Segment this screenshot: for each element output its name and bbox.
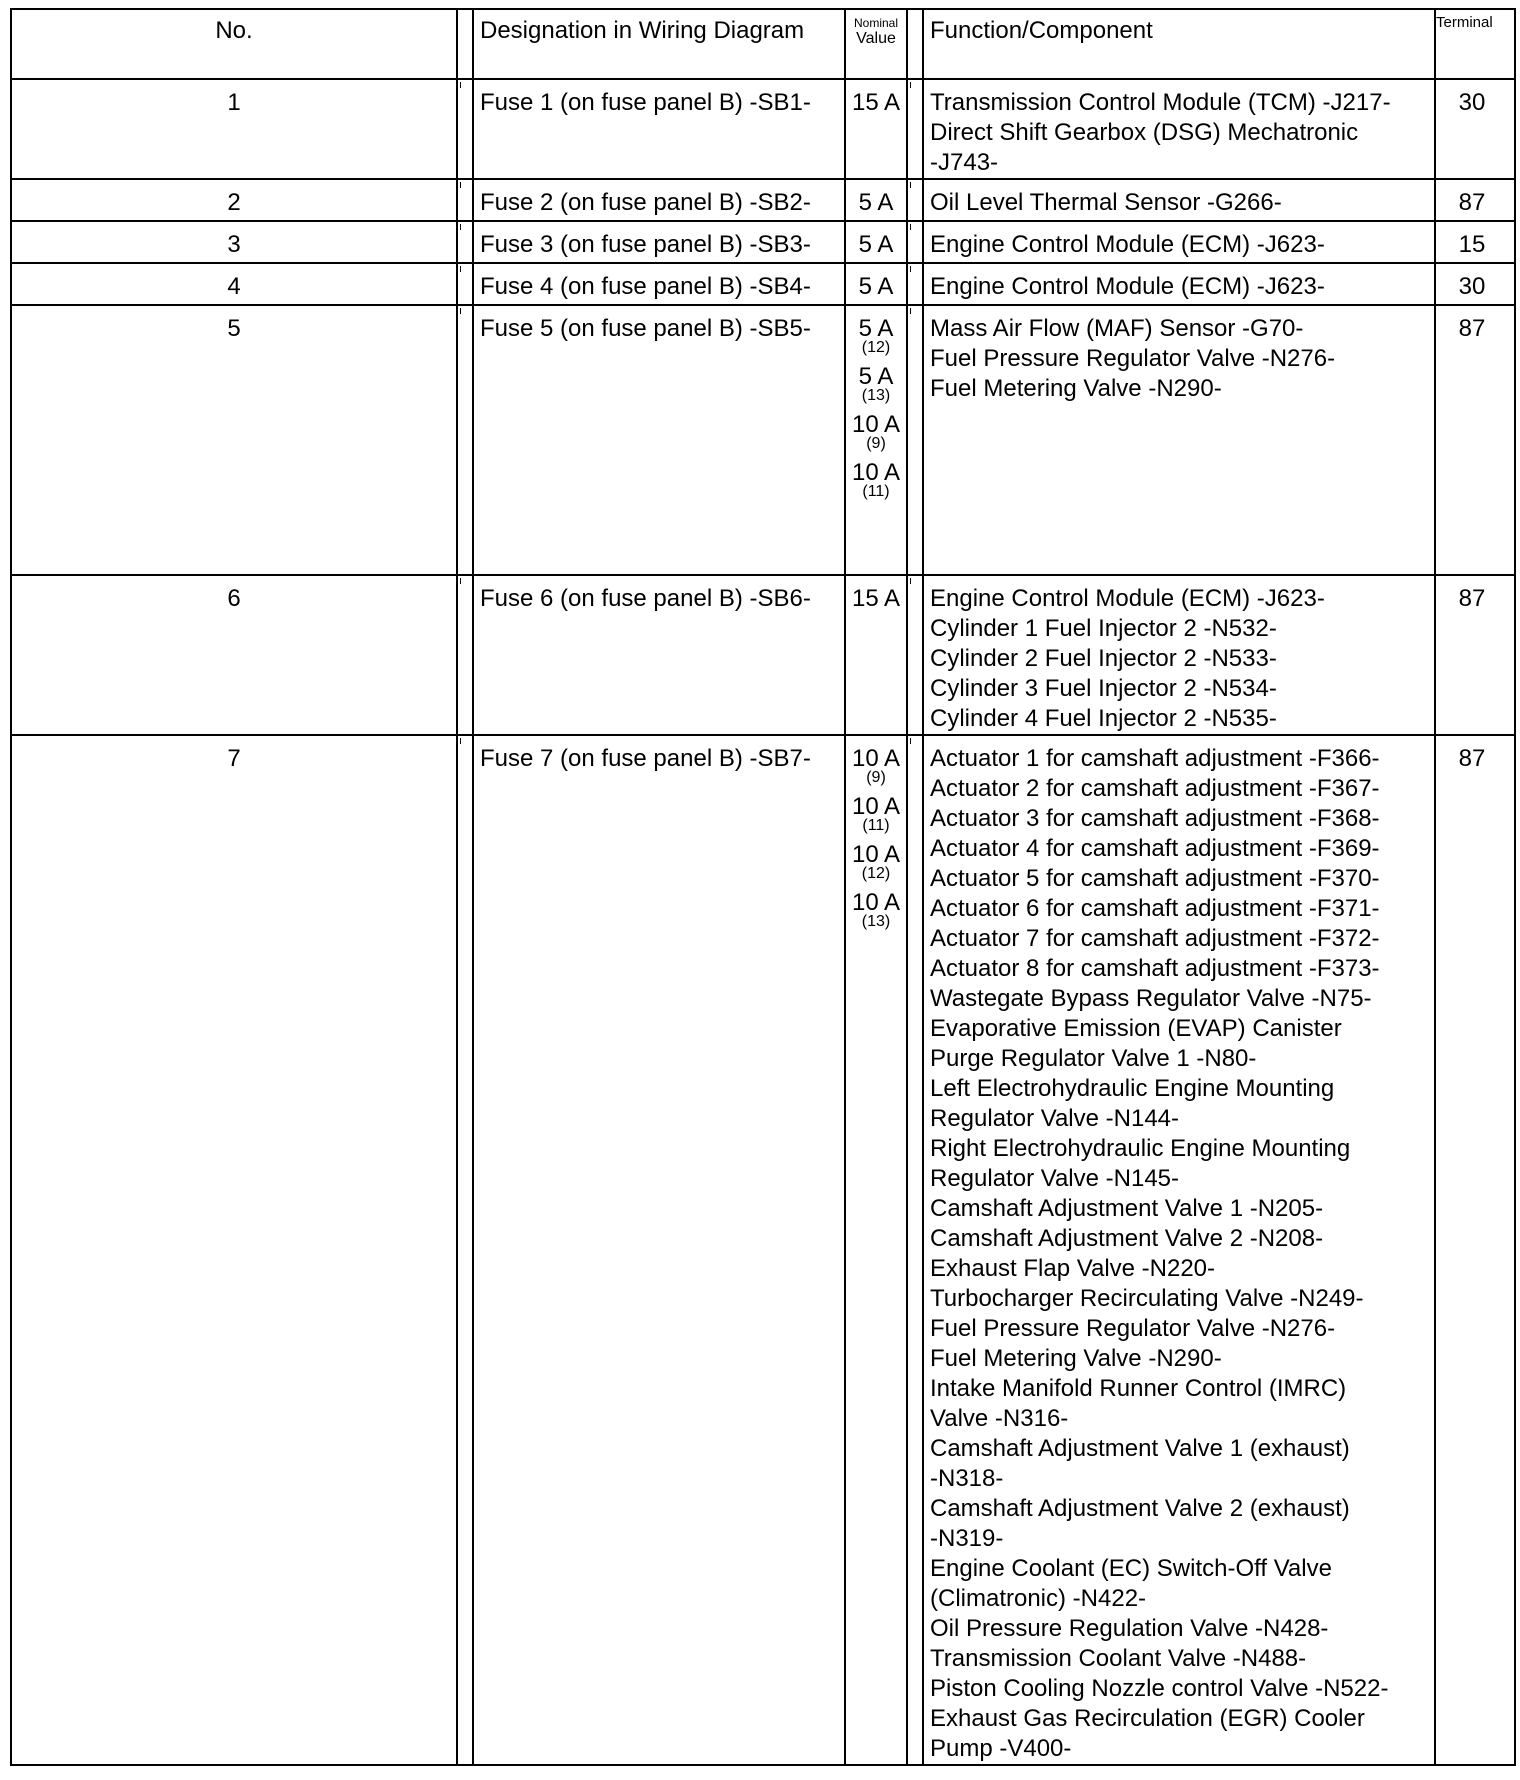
nominal-value: 5 A [858, 315, 894, 342]
fuse-number: 4 [11, 263, 457, 305]
function-component-line: Camshaft Adjustment Valve 1 (exhaust) [930, 1435, 1350, 1462]
fuse-number: 2 [11, 179, 457, 221]
header-spacer [457, 9, 473, 79]
function-component-line: Wastegate Bypass Regulator Valve -N75- [930, 985, 1372, 1012]
fuse-table-body [11, 79, 1515, 1765]
nominal-value-cell [845, 179, 907, 221]
function-component-cell [923, 575, 1435, 735]
function-component-line: Actuator 8 for camshaft adjustment -F373- [930, 955, 1380, 982]
function-component-line: -N319- [930, 1525, 1004, 1552]
function-component-line: Direct Shift Gearbox (DSG) Mechatronic [930, 119, 1359, 146]
nominal-value-cell [845, 305, 907, 575]
nominal-value: 10 A [851, 745, 901, 772]
function-component-line: Oil Pressure Regulation Valve -N428- [930, 1615, 1329, 1642]
nominal-value-cell [845, 221, 907, 263]
function-component-line: Cylinder 1 Fuel Injector 2 -N532- [930, 615, 1277, 642]
function-component-line: Regulator Valve -N145- [930, 1165, 1180, 1192]
nominal-value: 15 A [851, 89, 901, 116]
table-header-row [11, 9, 1515, 79]
row-spacer [907, 575, 923, 735]
function-component-line: Pump -V400- [930, 1735, 1072, 1762]
row-spacer [457, 179, 473, 221]
function-component-line: Purge Regulator Valve 1 -N80- [930, 1045, 1257, 1072]
table-row [11, 305, 1515, 575]
row-spacer [907, 305, 923, 575]
terminal-value: 87 [1435, 305, 1515, 575]
header-nominal-bottom: Value [856, 30, 896, 47]
nominal-footnote: (13) [861, 913, 891, 930]
fuse-designation: Fuse 5 (on fuse panel B) -SB5- [473, 305, 845, 575]
function-component-line: Fuel Pressure Regulator Valve -N276- [930, 345, 1336, 372]
nominal-footnote: (11) [862, 483, 890, 500]
function-component-line: Valve -N316- [930, 1405, 1069, 1432]
fuse-number: 6 [11, 575, 457, 735]
row-spacer [907, 221, 923, 263]
function-component-line: Actuator 1 for camshaft adjustment -F366- [930, 745, 1380, 772]
nominal-footnote: (9) [866, 769, 886, 786]
terminal-value: 87 [1435, 735, 1515, 1765]
table-row [11, 179, 1515, 221]
function-component-line: Exhaust Gas Recirculation (EGR) Cooler [930, 1705, 1365, 1732]
fuse-designation: Fuse 7 (on fuse panel B) -SB7- [473, 735, 845, 1765]
function-component-line: Actuator 2 for camshaft adjustment -F367- [930, 775, 1380, 802]
fuse-table [10, 8, 1516, 1766]
function-component-line: Actuator 4 for camshaft adjustment -F369- [930, 835, 1380, 862]
nominal-value: 5 A [858, 231, 894, 258]
nominal-value: 10 A [851, 841, 901, 868]
nominal-footnote: (11) [862, 817, 890, 834]
function-component-line: Right Electrohydraulic Engine Mounting [930, 1135, 1351, 1162]
function-component-cell [923, 735, 1435, 1765]
table-row [11, 263, 1515, 305]
function-component-line: -J743- [930, 149, 999, 176]
terminal-value: 30 [1435, 263, 1515, 305]
nominal-footnote: (9) [866, 435, 886, 452]
function-component-line: Turbocharger Recirculating Valve -N249- [930, 1285, 1364, 1312]
header-designation: Designation in Wiring Diagram [473, 9, 845, 79]
fuse-number: 5 [11, 305, 457, 575]
row-spacer [907, 179, 923, 221]
function-component-line: Transmission Control Module (TCM) -J217- [930, 89, 1391, 116]
function-component-line: Regulator Valve -N144- [930, 1105, 1180, 1132]
row-spacer [457, 263, 473, 305]
header-nominal-top: Nominal [853, 16, 898, 30]
function-component-cell [923, 179, 1435, 221]
function-component-cell [923, 221, 1435, 263]
nominal-value: 10 A [851, 411, 901, 438]
function-component-line: Engine Control Module (ECM) -J623- [930, 585, 1325, 612]
header-spacer [907, 9, 923, 79]
function-component-line: Fuel Metering Valve -N290- [930, 1345, 1222, 1372]
function-component-line: -N318- [930, 1465, 1004, 1492]
function-component-line: Intake Manifold Runner Control (IMRC) [930, 1375, 1347, 1402]
row-spacer [457, 575, 473, 735]
function-component-line: Fuel Pressure Regulator Valve -N276- [930, 1315, 1336, 1342]
function-component-line: Camshaft Adjustment Valve 2 (exhaust) [930, 1495, 1350, 1522]
nominal-value-cell [845, 735, 907, 1765]
function-component-line: Piston Cooling Nozzle control Valve -N522- [930, 1675, 1389, 1702]
nominal-value: 10 A [851, 793, 901, 820]
header-nominal-value [845, 9, 907, 79]
function-component-line: Cylinder 3 Fuel Injector 2 -N534- [930, 675, 1277, 702]
function-component-line: Left Electrohydraulic Engine Mounting [930, 1075, 1335, 1102]
fuse-designation: Fuse 3 (on fuse panel B) -SB3- [473, 221, 845, 263]
function-component-line: (Climatronic) -N422- [930, 1585, 1147, 1612]
function-component-line: Actuator 6 for camshaft adjustment -F371- [930, 895, 1380, 922]
nominal-value: 15 A [851, 585, 901, 612]
function-component-line: Oil Level Thermal Sensor -G266- [930, 189, 1282, 216]
function-component-line: Camshaft Adjustment Valve 1 -N205- [930, 1195, 1324, 1222]
row-spacer [907, 735, 923, 1765]
fuse-designation: Fuse 4 (on fuse panel B) -SB4- [473, 263, 845, 305]
fuse-designation: Fuse 6 (on fuse panel B) -SB6- [473, 575, 845, 735]
row-spacer [907, 79, 923, 179]
function-component-line: Transmission Coolant Valve -N488- [930, 1645, 1307, 1672]
row-spacer [457, 735, 473, 1765]
nominal-value: 10 A [851, 459, 901, 486]
table-row [11, 221, 1515, 263]
function-component-line: Actuator 5 for camshaft adjustment -F370- [930, 865, 1380, 892]
table-row [11, 735, 1515, 1765]
function-component-line: Exhaust Flap Valve -N220- [930, 1255, 1216, 1282]
function-component-line: Engine Control Module (ECM) -J623- [930, 231, 1325, 258]
row-spacer [457, 79, 473, 179]
function-component-line: Evaporative Emission (EVAP) Canister [930, 1015, 1342, 1042]
terminal-value: 87 [1435, 179, 1515, 221]
function-component-line: Cylinder 4 Fuel Injector 2 -N535- [930, 705, 1277, 732]
function-component-line: Mass Air Flow (MAF) Sensor -G70- [930, 315, 1304, 342]
function-component-cell [923, 79, 1435, 179]
header-terminal: Terminal [1435, 9, 1515, 79]
function-component-line: Camshaft Adjustment Valve 2 -N208- [930, 1225, 1324, 1252]
function-component-cell [923, 305, 1435, 575]
terminal-value: 30 [1435, 79, 1515, 179]
fuse-designation: Fuse 1 (on fuse panel B) -SB1- [473, 79, 845, 179]
nominal-value-cell [845, 263, 907, 305]
fuse-designation: Fuse 2 (on fuse panel B) -SB2- [473, 179, 845, 221]
nominal-value-cell [845, 575, 907, 735]
terminal-value: 87 [1435, 575, 1515, 735]
table-row [11, 79, 1515, 179]
function-component-line: Fuel Metering Valve -N290- [930, 375, 1222, 402]
function-component-line: Actuator 7 for camshaft adjustment -F372- [930, 925, 1380, 952]
nominal-value: 10 A [851, 889, 901, 916]
fuse-number: 7 [11, 735, 457, 1765]
row-spacer [457, 305, 473, 575]
row-spacer [907, 263, 923, 305]
table-row [11, 575, 1515, 735]
nominal-footnote: (12) [861, 865, 891, 882]
fuse-number: 3 [11, 221, 457, 263]
nominal-value-cell [845, 79, 907, 179]
terminal-value: 15 [1435, 221, 1515, 263]
nominal-value: 5 A [858, 273, 894, 300]
function-component-cell [923, 263, 1435, 305]
function-component-line: Engine Control Module (ECM) -J623- [930, 273, 1325, 300]
row-spacer [457, 221, 473, 263]
function-component-line: Engine Coolant (EC) Switch-Off Valve [930, 1555, 1332, 1582]
header-function: Function/Component [923, 9, 1435, 79]
nominal-value: 5 A [858, 363, 894, 390]
nominal-footnote: (13) [861, 387, 891, 404]
nominal-footnote: (12) [861, 339, 891, 356]
function-component-line: Cylinder 2 Fuel Injector 2 -N533- [930, 645, 1277, 672]
function-component-line: Actuator 3 for camshaft adjustment -F368- [930, 805, 1380, 832]
fuse-number: 1 [11, 79, 457, 179]
nominal-value: 5 A [858, 189, 894, 216]
header-no: No. [11, 9, 457, 79]
